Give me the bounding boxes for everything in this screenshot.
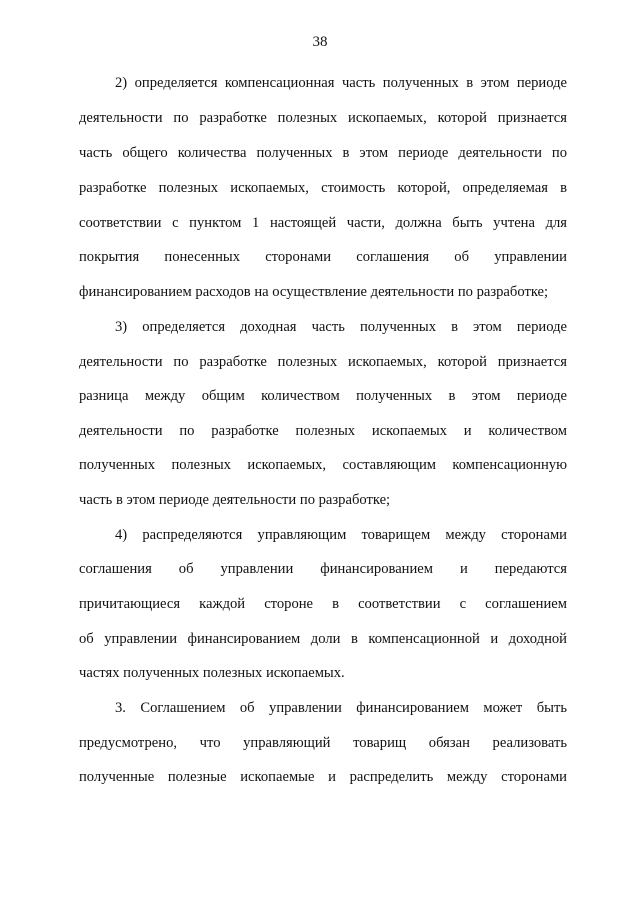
text-line: часть в этом периоде деятельности по разработке; [79, 492, 391, 508]
text-line: полученных полезных ископаемых, составляющим компенсационную [79, 457, 567, 473]
text-line: 4) распределяются управляющим товарищем между сторонами [115, 527, 567, 543]
text-line: деятельности по разработке полезных ископаемых, которой признается [79, 110, 567, 126]
text-line: предусмотрено, что управляющий товарищ обязан реализовать [79, 735, 567, 751]
text-line: соответствии с пунктом 1 настоящей части, должна быть учтена для [79, 215, 567, 231]
text-line: 3) определяется доходная часть полученных в этом периоде [115, 319, 567, 335]
text-line: разница между общим количеством полученных в этом периоде [79, 388, 567, 404]
text-line: причитающиеся каждой стороне в соответствии с соглашением [79, 596, 567, 612]
text-line: деятельности по разработке полезных ископаемых, которой признается [79, 354, 567, 370]
text-line: деятельности по разработке полезных ископаемых и количеством [79, 423, 567, 439]
text-line: часть общего количества полученных в этом периоде деятельности по [79, 145, 567, 161]
text-line: об управлении финансированием доли в компенсационной и доходной [79, 631, 567, 647]
text-line: полученные полезные ископаемые и распределить между сторонами [79, 769, 567, 785]
text-line: покрытия понесенных сторонами соглашения об управлении [79, 249, 567, 265]
text-line: частях полученных полезных ископаемых. [79, 665, 345, 681]
page-number: 38 [312, 34, 328, 50]
text-line: 2) определяется компенсационная часть полученных в этом периоде [115, 75, 567, 91]
text-line: финансированием расходов на осуществление деятельности по разработке; [79, 284, 549, 300]
text-line: соглашения об управлении финансированием и передаются [79, 561, 567, 577]
text-line: разработке полезных ископаемых, стоимость которой, определяемая в [79, 180, 567, 196]
text-line: 3. Соглашением об управлении финансированием может быть [115, 700, 567, 716]
